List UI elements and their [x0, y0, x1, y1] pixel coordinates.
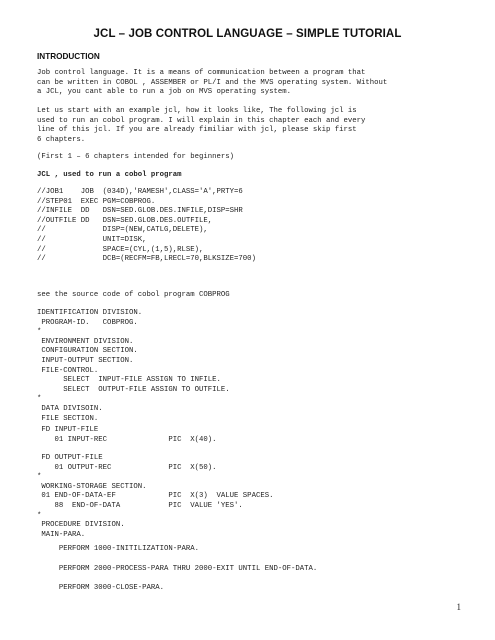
jcl-line: //OUTFILE DD DSN=SED.GLOB.DES.OUTFILE, — [37, 216, 213, 225]
jcl-line: // DCB=(RECFM=FB,LRECL=70,BLKSIZE=700) — [37, 255, 256, 264]
source-note: see the source code of cobol program COBPROG — [37, 291, 230, 299]
cobol-code-block-1 — [37, 309, 230, 424]
start-line: 6 chapters. — [37, 135, 86, 144]
cobol-code-block-3 — [37, 454, 273, 540]
cobol-line: SELECT OUTPUT-FILE ASSIGN TO OUTFILE. — [37, 385, 230, 394]
perform-line-2: PERFORM 2000-PROCESS-PARA THRU 2000-EXIT UNTIL END-OF-DATA. — [37, 565, 318, 573]
jcl-line: //INFILE DD DSN=SED.GLOB.DES.INFILE,DISP=SHR — [37, 207, 243, 216]
cobol-line: INPUT-OUTPUT SECTION. — [37, 356, 134, 365]
page-number: 1 — [456, 602, 461, 612]
cobol-line: FILE-CONTROL. — [37, 366, 99, 375]
cobol-line: 88 END-OF-DATA PIC VALUE 'YES'. — [37, 501, 243, 510]
intro-line: Job control language. It is a means of communication between a program that — [37, 69, 366, 77]
cobol-line: * — [37, 328, 42, 337]
cobol-line: PROGRAM-ID. COBPROG. — [37, 318, 138, 327]
chapters-note: (First 1 – 6 chapters intended for beginners) — [37, 153, 235, 161]
jcl-line: // DISP=(NEW,CATLG,DELETE), — [37, 226, 208, 235]
cobol-line: FD OUTPUT-FILE — [37, 454, 103, 462]
cobol-line: 01 END-OF-DATA-EF PIC X(3) VALUE SPACES. — [37, 492, 274, 501]
start-line: used to run an cobol program. I will explain in this chapter each and every — [37, 116, 366, 125]
cobol-line: IDENTIFICATION DIVISION. — [37, 309, 143, 317]
cobol-line: ENVIRONMENT DIVISION. — [37, 337, 134, 346]
intro-line: can be written in COBOL , ASSEMBER or PL/I and the MVS operating system. Without — [37, 78, 388, 87]
start-line: Let us start with an example jcl, how it looks like, The following jcl is — [37, 107, 357, 115]
page-title: JCL – JOB CONTROL LANGUAGE – SIMPLE TUTORIAL — [93, 28, 402, 40]
cobol-line: 01 OUTPUT-REC PIC X(50). — [37, 463, 217, 472]
jcl-line: // SPACE=(CYL,(1,5),RLSE), — [37, 245, 204, 254]
cobol-line: * — [37, 473, 42, 482]
intro-paragraph — [37, 69, 387, 98]
jcl-code-block — [37, 188, 256, 265]
section-heading: INTRODUCTION — [37, 52, 100, 61]
jcl-line: //STEP01 EXEC PGM=COBPROG. — [37, 197, 156, 206]
start-line: line of this jcl. If you are already fimiliar with jcl, please skip first — [37, 126, 357, 135]
cobol-line: 01 INPUT-REC PIC X(40). — [37, 435, 217, 444]
cobol-line: PROCEDURE DIVISION. — [37, 521, 125, 530]
cobol-line: MAIN-PARA. — [37, 530, 86, 539]
cobol-line: WORKING-STORAGE SECTION. — [37, 482, 147, 491]
cobol-code-block-2 — [37, 426, 217, 445]
intro-line: a JCL, you cant able to run a job on MVS operating system. — [37, 88, 291, 97]
cobol-line: FILE SECTION. — [37, 414, 99, 423]
cobol-line: SELECT INPUT-FILE ASSIGN TO INFILE. — [37, 376, 221, 385]
start-paragraph — [37, 107, 365, 145]
jcl-line: //JOB1 JOB (034D),'RAMESH',CLASS='A',PRTY=6 — [37, 188, 243, 196]
jcl-heading: JCL , used to run a cobol program — [37, 171, 182, 179]
perform-line-1: PERFORM 1000-INITILIZATION-PARA. — [37, 545, 200, 553]
cobol-line: CONFIGURATION SECTION. — [37, 347, 138, 356]
cobol-line: * — [37, 395, 42, 404]
jcl-line: // UNIT=DISK, — [37, 235, 147, 244]
perform-line-3: PERFORM 3000-CLOSE-PARA. — [37, 584, 164, 592]
cobol-line: FD INPUT-FILE — [37, 426, 99, 434]
cobol-line: * — [37, 511, 42, 520]
cobol-line: DATA DIVISOIN. — [37, 404, 103, 413]
